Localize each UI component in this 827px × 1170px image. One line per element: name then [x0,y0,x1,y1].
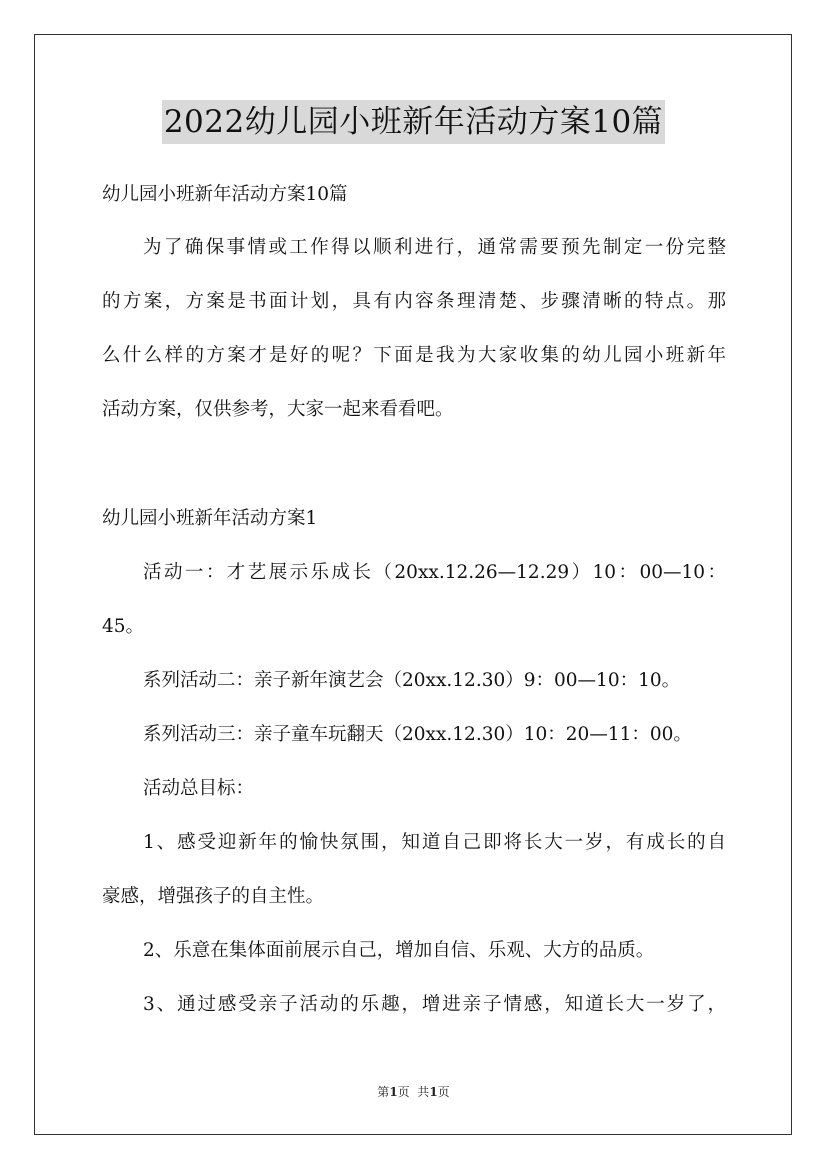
section-heading: 幼儿园小班新年活动方案1 [102,508,318,529]
footer-page-number: 1 [389,1085,398,1099]
body-line-1: 活动一：才艺展示乐成长（20xx.12.26—12.29）10：00—10： [143,562,726,583]
intro-line-1: 为了确保事情或工作得以顺利进行，通常需要预先制定一份完整 [143,237,726,258]
page-footer [0,1084,827,1100]
document-subtitle: 幼儿园小班新年活动方案10篇 [102,184,348,205]
title-container [0,100,827,144]
body-line-6: 1、感受迎新年的愉快氛围，知道自己即将长大一岁，有成长的自 [143,832,726,853]
body-line-4: 系列活动三：亲子童车玩翻天（20xx.12.30）10：20—11：00。 [143,724,692,745]
footer-page-total: 1 [429,1085,438,1099]
footer-prefix: 第 [377,1085,390,1099]
body-line-2: 45。 [102,616,145,637]
intro-line-4: 活动方案，仅供参考，大家一起来看看吧。 [102,399,454,420]
footer-suffix: 页 [437,1085,450,1099]
intro-line-2: 的方案，方案是书面计划，具有内容条理清楚、步骤清晰的特点。那 [102,291,726,312]
body-line-3: 系列活动二：亲子新年演艺会（20xx.12.30）9：00—10：10。 [143,670,681,691]
footer-mid: 页 共 [397,1085,430,1099]
body-line-5: 活动总目标： [143,778,255,799]
body-line-9: 3、通过感受亲子活动的乐趣，增进亲子情感，知道长大一岁了， [143,994,726,1015]
body-line-8: 2、乐意在集体面前展示自己，增加自信、乐观、大方的品质。 [143,940,655,961]
intro-line-3: 么什么样的方案才是好的呢？下面是我为大家收集的幼儿园小班新年 [102,345,726,366]
body-line-7: 豪感，增强孩子的自主性。 [102,886,325,907]
document-title: 2022幼儿园小班新年活动方案10篇 [162,100,665,144]
